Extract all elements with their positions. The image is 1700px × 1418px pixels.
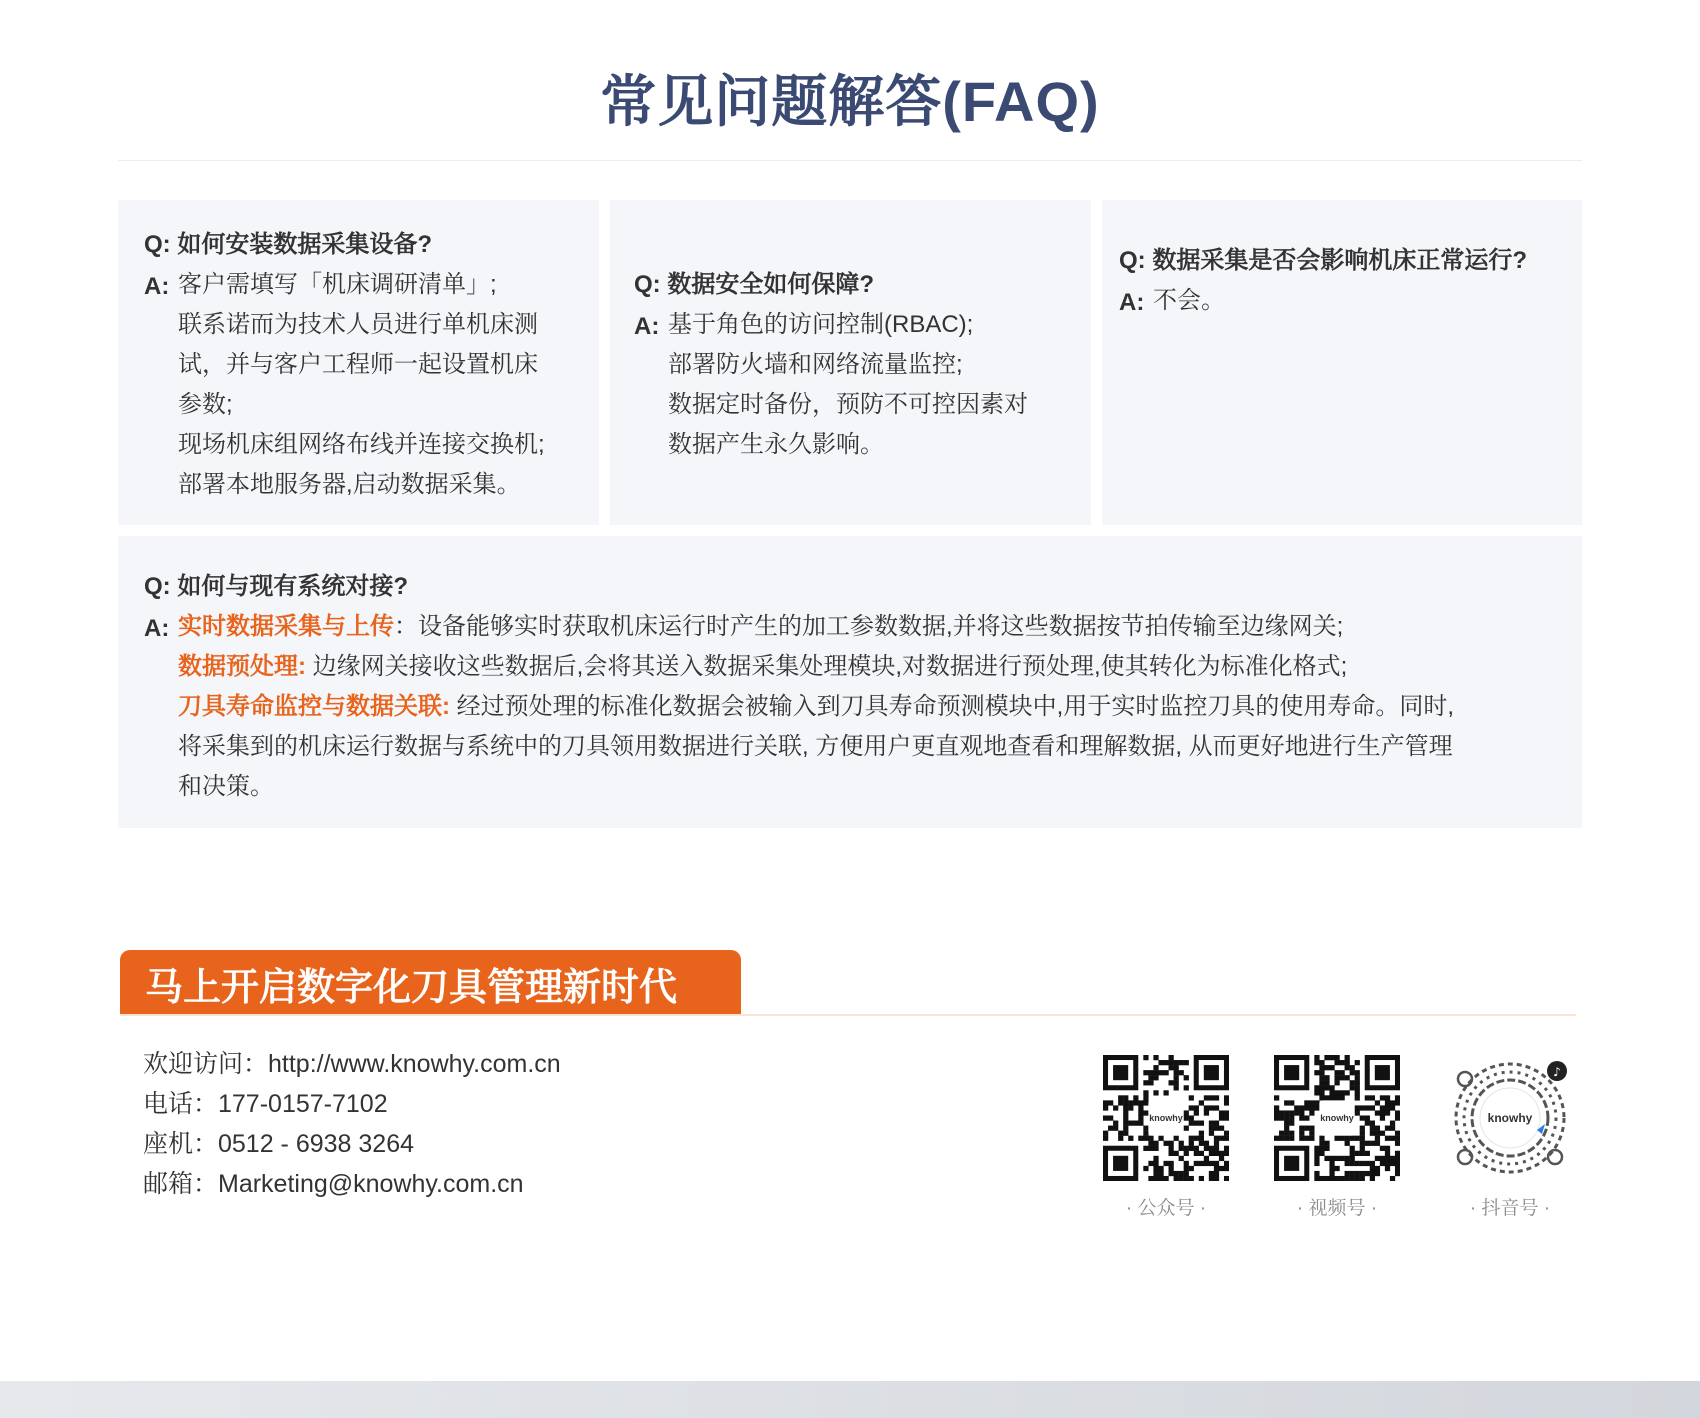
answer-line: 参数; xyxy=(178,391,233,418)
footer-bar xyxy=(0,1381,1700,1418)
faq-answer xyxy=(144,273,575,505)
qr-wechat-official xyxy=(1103,1055,1229,1220)
answer-line: 部署本地服务器,启动数据采集。 xyxy=(178,471,521,498)
phone-text: 电话：177-0157-7102 xyxy=(143,1090,388,1118)
qr-label: · 视频号 · xyxy=(1296,1198,1378,1219)
q-prefix: Q: xyxy=(634,271,661,298)
answer-line: 试，并与客户工程师一起设置机床 xyxy=(178,351,538,378)
answer-line: 客户需填写「机床调研清单」; xyxy=(178,271,497,298)
answer-line: 和决策。 xyxy=(178,773,274,800)
question-text: 数据采集是否会影响机床正常运行? xyxy=(1152,247,1528,274)
landline-text: 座机：0512 - 6938 3264 xyxy=(143,1130,415,1158)
item-sep xyxy=(306,653,313,680)
q-prefix: Q: xyxy=(144,573,171,600)
qr-channels xyxy=(1274,1055,1400,1220)
faq-card-integration xyxy=(118,536,1582,828)
answer-line: 部署防火墙和网络流量监控; xyxy=(668,351,963,378)
answer-item xyxy=(178,647,1558,687)
douyin-code-graphic xyxy=(1447,1055,1573,1181)
logo-text: knowhy xyxy=(1320,1113,1354,1123)
logo-text: knowhy xyxy=(1487,1111,1533,1125)
logo-text: knowhy xyxy=(1149,1113,1183,1123)
faq-answer xyxy=(1119,289,1564,321)
item-label: 数据预处理: xyxy=(178,653,306,680)
page-title: 常见问题解答(FAQ) xyxy=(600,70,1100,133)
answer-line: 现场机床组网络布线并连接交换机; xyxy=(178,431,545,458)
answer-line: 数据定时备份，预防不可控因素对 xyxy=(668,391,1028,418)
cta-title: 马上开启数字化刀具管理新时代 xyxy=(145,967,678,1009)
question-text: 数据安全如何保障? xyxy=(667,271,875,298)
contact-info xyxy=(143,1044,561,1204)
question-text: 如何与现有系统对接? xyxy=(177,573,409,600)
email-link[interactable]: 邮箱：Marketing@knowhy.com.cn xyxy=(143,1170,524,1198)
answer-line: 基于角色的访问控制(RBAC); xyxy=(668,311,974,338)
item-text: 经过预处理的标准化数据会被输入到刀具寿命预测模块中,用于实时监控刀具的使用寿命。同时, xyxy=(456,693,1455,720)
item-sep xyxy=(450,693,457,720)
faq-question xyxy=(144,224,575,259)
faq-card-install xyxy=(118,200,599,525)
answer-item xyxy=(178,687,1558,727)
answer-item xyxy=(178,607,1558,647)
item-text: 边缘网关接收这些数据后,会将其送入数据采集处理模块,对数据进行预处理,使其转化为标准化格式; xyxy=(312,653,1348,680)
douyin-code-icon xyxy=(1447,1055,1573,1181)
faq-question xyxy=(144,566,1558,601)
q-prefix: Q: xyxy=(1119,247,1146,274)
website-link[interactable]: 欢迎访问：http://www.knowhy.com.cn xyxy=(143,1050,561,1078)
answer-line: 联系诺而为技术人员进行单机床测 xyxy=(178,311,538,338)
faq-question xyxy=(634,264,1073,299)
a-prefix: A: xyxy=(144,615,170,642)
item-sep: ： xyxy=(394,613,418,640)
qr-code-icon xyxy=(1103,1055,1229,1181)
answer-line: 不会。 xyxy=(1153,287,1225,314)
q-prefix: Q: xyxy=(144,231,171,258)
faq-answer xyxy=(144,615,1558,807)
qr-code-icon xyxy=(1274,1055,1400,1181)
item-text: 设备能够实时获取机床运行时产生的加工参数数据,并将这些数据按节拍传输至边缘网关; xyxy=(418,613,1344,640)
faq-card-impact xyxy=(1102,200,1582,525)
faq-answer xyxy=(634,313,1073,465)
faq-question xyxy=(1119,240,1564,275)
cta-divider xyxy=(120,1014,1576,1016)
a-prefix: A: xyxy=(144,273,170,300)
answer-line: 数据产生永久影响。 xyxy=(668,431,884,458)
qr-label: · 公众号 · xyxy=(1125,1198,1207,1219)
svg-text:♪: ♪ xyxy=(1553,1065,1561,1079)
title-divider xyxy=(118,160,1582,161)
faq-card-security xyxy=(610,200,1091,525)
question-text: 如何安装数据采集设备? xyxy=(177,231,433,258)
a-prefix: A: xyxy=(1119,289,1145,316)
qr-douyin xyxy=(1447,1055,1573,1220)
answer-line: 将采集到的机床运行数据与系统中的刀具领用数据进行关联, 方便用户更直观地查看和理解数据, 从而更好地进行生产管理 xyxy=(178,733,1453,760)
item-label: 实时数据采集与上传 xyxy=(178,613,394,640)
item-label: 刀具寿命监控与数据关联: xyxy=(178,693,450,720)
qr-label: · 抖音号 · xyxy=(1469,1198,1551,1219)
a-prefix: A: xyxy=(634,313,660,340)
